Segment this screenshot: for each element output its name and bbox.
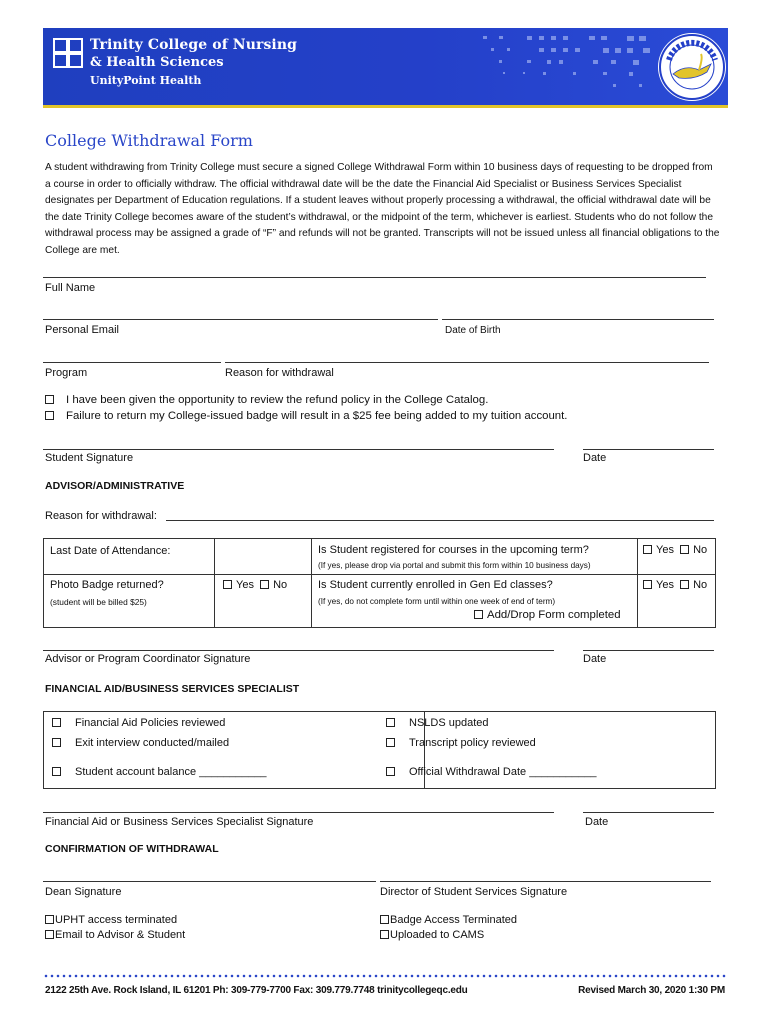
student-date-field[interactable] <box>583 440 714 450</box>
advisor-reason-field[interactable] <box>166 510 714 521</box>
last-date-label: Last Date of Attendance: <box>50 545 171 557</box>
personal-email-label: Personal Email <box>45 324 119 336</box>
registered-question-cell <box>312 539 638 575</box>
director-signature-label: Director of Student Services Signature <box>380 886 568 898</box>
badge-policy-text: Failure to return my College-issued badge will result in a $25 fee being added to my tuition account. <box>66 410 568 422</box>
cams-checkbox[interactable] <box>380 930 389 939</box>
confirm-item-email <box>45 929 185 941</box>
last-date-input[interactable] <box>215 539 312 575</box>
reason-field[interactable] <box>225 353 709 363</box>
fa-balance-label: Student account balance ___________ <box>75 766 267 778</box>
upht-checkbox[interactable] <box>45 915 54 924</box>
fa-exit-label: Exit interview conducted/mailed <box>75 737 230 749</box>
badge-policy-checkbox[interactable] <box>45 411 54 420</box>
personal-email-field[interactable] <box>43 310 438 320</box>
registered-yes-no-cell <box>638 539 715 575</box>
fa-policies-label: Financial Aid Policies reviewed <box>75 717 226 729</box>
fa-withdrawal-date-label: Official Withdrawal Date ___________ <box>409 766 597 778</box>
org-name-line3: UnityPoint Health <box>90 74 202 87</box>
fa-balance-checkbox[interactable] <box>52 767 61 776</box>
fa-item-balance <box>52 766 266 778</box>
gen-ed-no-checkbox[interactable] <box>680 580 689 589</box>
registered-note: (If yes, please drop via portal and submit this form within 10 business days) <box>318 561 591 570</box>
reason-label: Reason for withdrawal <box>225 367 334 379</box>
decorative-dots-pattern <box>443 32 663 102</box>
footer-address: 2122 25th Ave. Rock Island, IL 61201 Ph: 309-779-7700 Fax: 309.779.7748 trinitycollegeqc.edu <box>45 985 468 996</box>
page-title: College Withdrawal Form <box>45 131 253 150</box>
header-accent-bar <box>43 105 728 108</box>
gen-ed-no-label: No <box>693 579 708 591</box>
dean-signature-field[interactable] <box>43 872 376 882</box>
advisor-date-field[interactable] <box>583 641 714 651</box>
registered-no-checkbox[interactable] <box>680 545 689 554</box>
refund-policy-text: I have been given the opportunity to review the refund policy in the College Catalog. <box>66 394 489 406</box>
advisor-signature-field[interactable] <box>43 641 554 651</box>
upht-label: UPHT access terminated <box>55 914 178 926</box>
badge-yes-checkbox[interactable] <box>223 580 232 589</box>
full-name-field[interactable] <box>43 268 706 278</box>
policy-item-badge <box>45 410 567 422</box>
badge-note: (student will be billed $25) <box>50 597 147 607</box>
college-seal-icon <box>655 30 728 104</box>
fa-policies-checkbox[interactable] <box>52 718 61 727</box>
refund-policy-checkbox[interactable] <box>45 395 54 404</box>
org-name-line2: & Health Sciences <box>90 55 224 70</box>
financial-date-label: Date <box>585 816 609 828</box>
badge-no-checkbox[interactable] <box>260 580 269 589</box>
fa-exit-checkbox[interactable] <box>52 738 61 747</box>
badge-access-checkbox[interactable] <box>380 915 389 924</box>
cams-label: Uploaded to CAMS <box>390 929 485 941</box>
confirm-item-cams <box>380 929 484 941</box>
director-signature-field[interactable] <box>380 872 711 882</box>
advisor-signature-label: Advisor or Program Coordinator Signature <box>45 653 251 665</box>
badge-no-label: No <box>273 579 288 591</box>
fa-nslds-label: NSLDS updated <box>409 717 489 729</box>
date-of-birth-field[interactable] <box>442 310 714 320</box>
advisor-reason-label: Reason for withdrawal: <box>45 510 157 522</box>
fa-transcript-label: Transcript policy reviewed <box>409 737 536 749</box>
program-field[interactable] <box>43 353 221 363</box>
gen-ed-yes-label: Yes <box>656 579 674 591</box>
fa-item-policies <box>52 717 225 729</box>
advisor-date-label: Date <box>583 653 607 665</box>
fa-item-withdrawal-date <box>386 766 597 778</box>
badge-options <box>223 579 287 591</box>
gen-ed-options <box>643 579 707 591</box>
fa-nslds-checkbox[interactable] <box>386 718 395 727</box>
header-banner <box>43 28 728 105</box>
org-name-line1: Trinity College of Nursing <box>90 37 298 53</box>
last-date-cell <box>44 539 215 575</box>
gen-ed-yes-no-cell <box>638 575 715 627</box>
fa-transcript-checkbox[interactable] <box>386 738 395 747</box>
fa-withdrawal-date-checkbox[interactable] <box>386 767 395 776</box>
fa-item-exit <box>52 737 229 749</box>
add-drop-item <box>474 609 621 621</box>
policy-item-refund <box>45 394 488 406</box>
student-date-label: Date <box>583 452 607 464</box>
confirm-item-upht <box>45 914 177 926</box>
registered-yes-checkbox[interactable] <box>643 545 652 554</box>
intro-paragraph: A student withdrawing from Trinity College must secure a signed College Withdrawal Form within 10 business days of requesting to be dropped from a course in order to officially withdraw. The official withdrawal date will be the date the Financial Aid Specialist or Business Services Specialist designates per Department of Education regulations. If a student leaves without properly processing a withdrawal, the official withdrawal date will be the date Trinity College becomes aware of the student’s withdrawal, or the midpoint of the term, whichever is earliest. Students who do not follow the withdrawal process may be assigned a grade of “F” and refunds will not be granted. Transcripts will not be issued unless all financial obligations to the College are met. <box>45 162 720 256</box>
add-drop-label: Add/Drop Form completed <box>487 609 621 621</box>
advisor-heading: ADVISOR/ADMINISTRATIVE <box>45 480 185 492</box>
footer-dotted-rule <box>43 974 728 978</box>
confirmation-heading: CONFIRMATION OF WITHDRAWAL <box>45 843 219 855</box>
gen-ed-yes-checkbox[interactable] <box>643 580 652 589</box>
financial-heading: FINANCIAL AID/BUSINESS SERVICES SPECIALIST <box>45 683 300 695</box>
program-label: Program <box>45 367 88 379</box>
dean-signature-label: Dean Signature <box>45 886 122 898</box>
financial-signature-field[interactable] <box>43 803 554 813</box>
badge-question: Photo Badge returned? <box>50 579 164 591</box>
advisor-table <box>43 538 716 628</box>
gen-ed-note: (If yes, do not complete form until within one week of end of term) <box>318 597 556 606</box>
footer-revised: Revised March 30, 2020 1:30 PM <box>578 985 725 996</box>
gen-ed-question: Is Student currently enrolled in Gen Ed classes? <box>318 579 553 591</box>
financial-checklist-box <box>43 711 716 789</box>
student-signature-field[interactable] <box>43 440 554 450</box>
badge-yes-no-cell <box>215 575 312 627</box>
trinity-cross-logo-icon <box>53 38 83 68</box>
email-checkbox[interactable] <box>45 930 54 939</box>
registered-options <box>643 544 707 556</box>
financial-date-field[interactable] <box>583 803 714 813</box>
fa-item-nslds <box>386 717 489 729</box>
registered-yes-label: Yes <box>656 544 674 556</box>
financial-signature-label: Financial Aid or Business Services Specialist Signature <box>45 816 314 828</box>
student-signature-label: Student Signature <box>45 452 134 464</box>
badge-access-label: Badge Access Terminated <box>390 914 517 926</box>
date-of-birth-label: Date of Birth <box>445 325 501 336</box>
badge-cell <box>44 575 215 627</box>
registered-no-label: No <box>693 544 708 556</box>
registered-question: Is Student registered for courses in the upcoming term? <box>318 544 589 556</box>
add-drop-checkbox[interactable] <box>474 610 483 619</box>
full-name-label: Full Name <box>45 282 96 294</box>
fa-item-transcript <box>386 737 536 749</box>
confirm-item-badge <box>380 914 517 926</box>
badge-yes-label: Yes <box>236 579 254 591</box>
email-label: Email to Advisor & Student <box>55 929 186 941</box>
